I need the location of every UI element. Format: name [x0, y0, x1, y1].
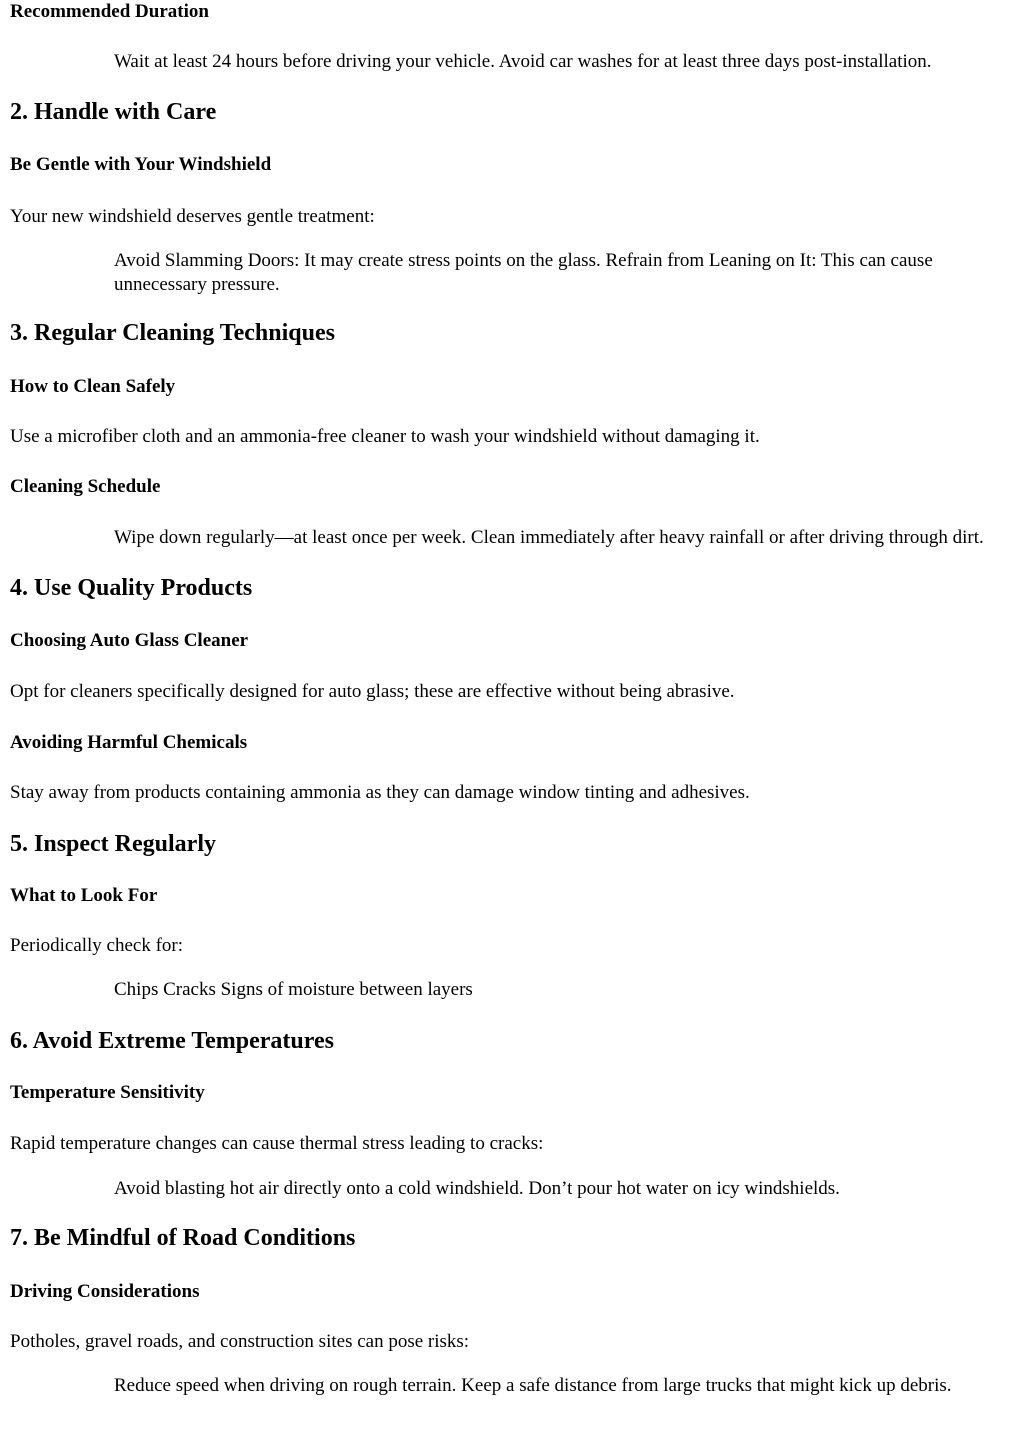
text-choosing-cleaner: Opt for cleaners specifically designed for auto glass; these are effective without being abrasive.: [10, 681, 735, 702]
quote-driving-considerations: Reduce speed when driving on rough terrain. Keep a safe distance from large trucks that might kick up debris.: [114, 1375, 952, 1396]
heading-road-conditions: 7. Be Mindful of Road Conditions: [10, 1225, 356, 1251]
heading-quality-products: 4. Use Quality Products: [10, 575, 253, 601]
text-how-to-clean: Use a microfiber cloth and an ammonia-free cleaner to wash your windshield without damaging it.: [10, 426, 760, 447]
subheading-harmful-chemicals: Avoiding Harmful Chemicals: [10, 732, 248, 753]
text-be-gentle: Your new windshield deserves gentle treatment:: [10, 206, 375, 227]
text-harmful-chemicals: Stay away from products containing ammonia as they can damage window tinting and adhesives.: [10, 782, 750, 803]
quote-recommended-duration: Wait at least 24 hours before driving your vehicle. Avoid car washes for at least three days post-installation.: [114, 51, 932, 72]
text-what-to-look-for: Periodically check for:: [10, 935, 184, 956]
subheading-cleaning-schedule: Cleaning Schedule: [10, 476, 161, 497]
heading-extreme-temperatures: 6. Avoid Extreme Temperatures: [10, 1028, 334, 1054]
subheading-how-to-clean: How to Clean Safely: [10, 376, 176, 397]
heading-regular-cleaning: 3. Regular Cleaning Techniques: [10, 320, 335, 346]
subheading-recommended-duration: Recommended Duration: [10, 1, 209, 22]
quote-temperature-sensitivity: Avoid blasting hot air directly onto a cold windshield. Don’t pour hot water on icy windshields.: [114, 1178, 840, 1199]
subheading-be-gentle: Be Gentle with Your Windshield: [10, 154, 272, 175]
heading-inspect-regularly: 5. Inspect Regularly: [10, 831, 216, 857]
subheading-what-to-look-for: What to Look For: [10, 885, 158, 906]
quote-be-gentle: Avoid Slamming Doors: It may create stress points on the glass. Refrain from Leaning on It: This can cause unnecessary pressure.: [114, 250, 933, 295]
subheading-choosing-cleaner: Choosing Auto Glass Cleaner: [10, 630, 249, 651]
text-temperature-sensitivity: Rapid temperature changes can cause thermal stress leading to cracks:: [10, 1133, 544, 1154]
text-driving-considerations: Potholes, gravel roads, and construction sites can pose risks:: [10, 1331, 470, 1352]
subheading-driving-considerations: Driving Considerations: [10, 1281, 200, 1302]
heading-handle-with-care: 2. Handle with Care: [10, 99, 217, 125]
quote-cleaning-schedule: Wipe down regularly—at least once per week. Clean immediately after heavy rainfall or after driving through dirt.: [114, 527, 984, 548]
subheading-temperature-sensitivity: Temperature Sensitivity: [10, 1082, 205, 1103]
quote-what-to-look-for: Chips Cracks Signs of moisture between layers: [114, 979, 473, 1000]
